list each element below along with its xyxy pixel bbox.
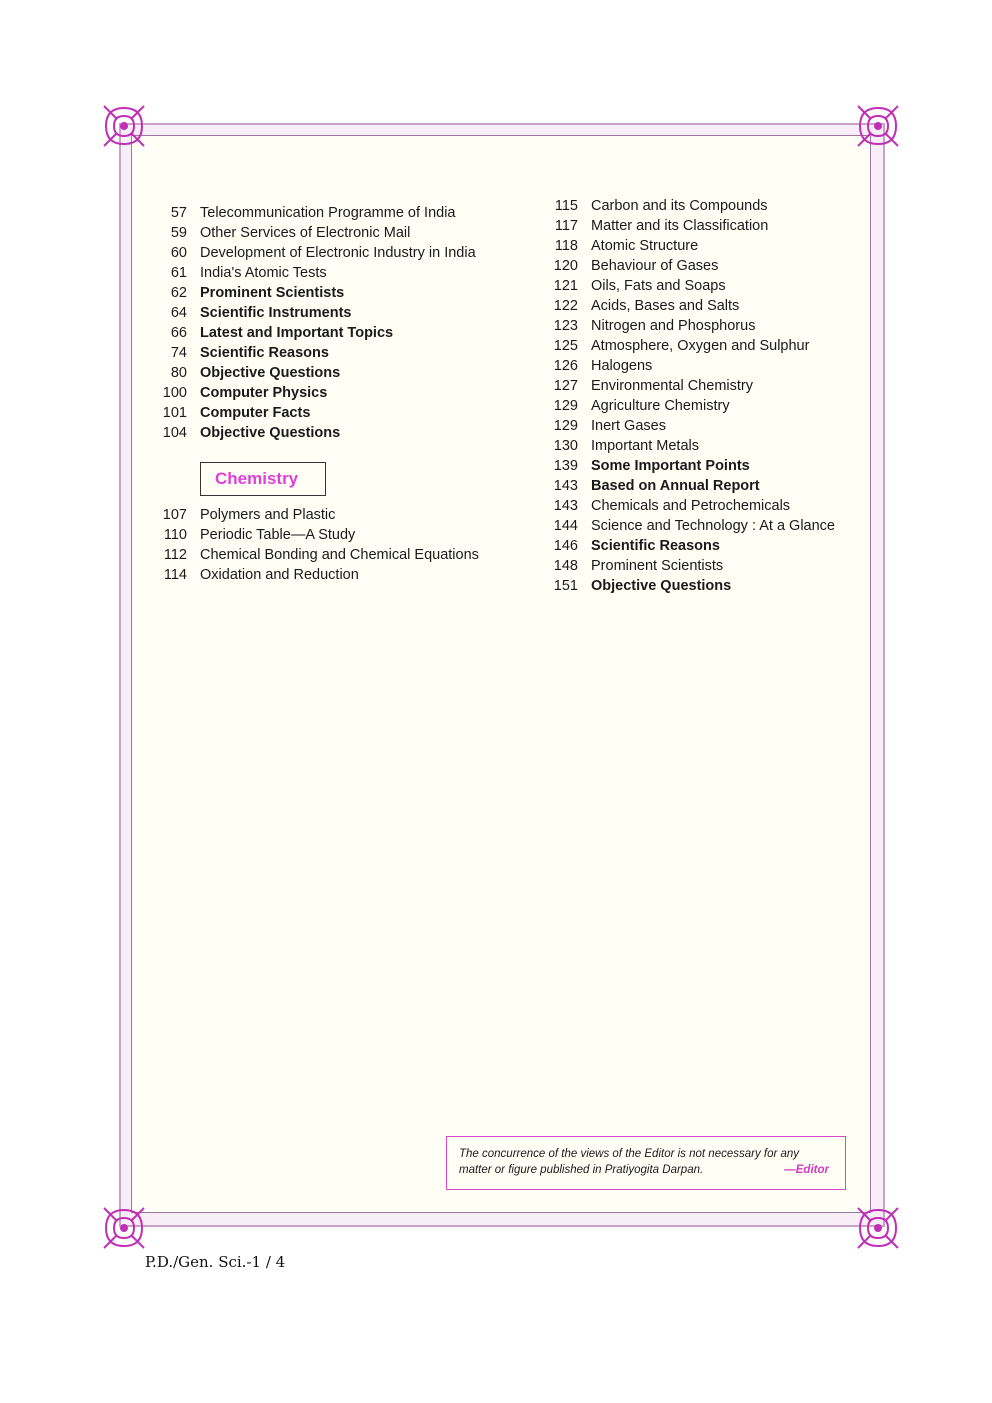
toc-page-number: 115 <box>554 198 578 214</box>
toc-title: Some Important Points <box>591 458 750 474</box>
toc-title: Oils, Fats and Soaps <box>591 278 726 294</box>
toc-entry <box>553 356 653 376</box>
toc-entry <box>162 565 359 585</box>
toc-list-left-a <box>162 203 476 443</box>
disclaimer-line-2 <box>459 1162 833 1178</box>
toc-title: Prominent Scientists <box>591 558 724 574</box>
toc-title: Acids, Bases and Salts <box>591 298 740 314</box>
toc-page-number: 74 <box>170 345 187 361</box>
toc-page-number: 151 <box>553 578 578 594</box>
toc-title: Inert Gases <box>591 418 666 434</box>
toc-page-number: 139 <box>553 458 578 474</box>
toc-entry <box>162 403 311 423</box>
toc-page-number: 112 <box>163 547 187 563</box>
toc-page-number: 80 <box>170 365 187 381</box>
toc-entry <box>553 416 666 436</box>
toc-page-number: 143 <box>553 478 578 494</box>
toc-entry <box>553 476 760 496</box>
toc-title: Polymers and Plastic <box>200 507 336 523</box>
toc-page-number: 125 <box>553 338 578 354</box>
toc-entry <box>553 316 756 336</box>
page-footer: P.D./Gen. Sci.-1 / 4 <box>145 1253 286 1271</box>
toc-entry <box>553 256 719 276</box>
toc-entry <box>553 236 699 256</box>
toc-page-number: 62 <box>170 285 187 301</box>
toc-title: Other Services of Electronic Mail <box>200 225 411 241</box>
toc-page-number: 122 <box>553 298 578 314</box>
toc-title: Computer Facts <box>200 405 311 421</box>
toc-page-number: 61 <box>170 265 187 281</box>
toc-page-number: 118 <box>554 238 578 254</box>
toc-page-number: 66 <box>170 325 187 341</box>
toc-page-number: 129 <box>553 398 578 414</box>
toc-entry <box>553 296 740 316</box>
toc-title: Atmosphere, Oxygen and Sulphur <box>591 338 810 354</box>
toc-title: Periodic Table—A Study <box>200 527 356 543</box>
toc-title: Science and Technology : At a Glance <box>591 518 835 534</box>
toc-entry <box>162 263 327 283</box>
toc-title: Scientific Reasons <box>591 538 720 554</box>
toc-entry <box>553 536 720 556</box>
editor-disclaimer <box>446 1136 846 1190</box>
toc-entry <box>553 436 699 456</box>
toc-title: Matter and its Classification <box>591 218 769 234</box>
toc-title: Important Metals <box>591 438 699 454</box>
corner-ornament-icon <box>102 1206 146 1250</box>
toc-entry <box>162 323 394 343</box>
corner-ornament-icon <box>856 104 900 148</box>
toc-entry <box>162 283 345 303</box>
toc-title: Objective Questions <box>200 425 341 441</box>
toc-entry <box>553 376 753 396</box>
toc-entry <box>553 496 791 516</box>
toc-title: Scientific Instruments <box>200 305 352 321</box>
toc-page-number: 121 <box>553 278 578 294</box>
toc-page-number: 60 <box>170 245 187 261</box>
toc-title: Chemicals and Petrochemicals <box>591 498 791 514</box>
toc-page-number: 57 <box>170 205 187 221</box>
toc-page-number: 146 <box>553 538 578 554</box>
toc-entry <box>162 505 336 525</box>
toc-title: Nitrogen and Phosphorus <box>591 318 756 334</box>
toc-title: Chemical Bonding and Chemical Equations <box>200 547 479 563</box>
corner-ornament-icon <box>102 104 146 148</box>
toc-entry <box>553 456 750 476</box>
toc-entry <box>162 525 356 545</box>
toc-page-number: 100 <box>162 385 187 401</box>
toc-title: India's Atomic Tests <box>200 265 327 281</box>
toc-entry <box>162 423 341 443</box>
toc-title: Based on Annual Report <box>591 478 760 494</box>
toc-title: Atomic Structure <box>591 238 699 254</box>
toc-title: Prominent Scientists <box>200 285 345 301</box>
toc-page-number: 107 <box>162 507 187 523</box>
toc-entry <box>162 243 476 263</box>
toc-page-number: 59 <box>170 225 187 241</box>
toc-list-left-b <box>162 505 479 585</box>
toc-page-number: 104 <box>162 425 187 441</box>
toc-page-number: 101 <box>162 405 187 421</box>
toc-entry <box>162 363 341 383</box>
toc-entry <box>553 196 768 216</box>
toc-entry <box>553 396 730 416</box>
toc-entry <box>553 556 724 576</box>
toc-page-number: 129 <box>553 418 578 434</box>
disclaimer-line-2-text: matter or figure published in Pratiyogita Darpan. <box>459 1164 704 1176</box>
toc-entry <box>162 545 479 565</box>
toc-entry <box>162 343 329 363</box>
toc-page-number: 143 <box>553 498 578 514</box>
toc-page-number: 117 <box>554 218 578 234</box>
toc-title: Computer Physics <box>200 385 328 401</box>
toc-entry <box>162 303 352 323</box>
toc-entry <box>162 203 456 223</box>
toc-entry <box>162 223 411 243</box>
toc-page-number: 114 <box>163 567 187 583</box>
disclaimer-line-1: The concurrence of the views of the Editor is not necessary for any <box>459 1148 800 1160</box>
toc-entry <box>162 383 328 403</box>
toc-page-number: 110 <box>163 527 187 543</box>
toc-page-number: 126 <box>553 358 578 374</box>
toc-page-number: 120 <box>553 258 578 274</box>
toc-page-number: 64 <box>170 305 187 321</box>
toc-page-number: 148 <box>553 558 578 574</box>
toc-page-number: 144 <box>553 518 578 534</box>
corner-ornament-icon <box>856 1206 900 1250</box>
toc-page-number: 130 <box>553 438 578 454</box>
toc-title: Objective Questions <box>591 578 732 594</box>
toc-title: Carbon and its Compounds <box>591 198 768 214</box>
toc-title: Behaviour of Gases <box>591 258 719 274</box>
toc-title: Oxidation and Reduction <box>200 567 359 583</box>
toc-entry <box>553 276 726 296</box>
editor-signature: —Editor <box>784 1164 829 1176</box>
toc-entry <box>553 576 732 596</box>
section-heading-chemistry: Chemistry <box>200 462 326 496</box>
toc-entry <box>553 516 835 536</box>
toc-entry <box>553 216 769 236</box>
toc-page-number: 127 <box>553 378 578 394</box>
toc-title: Halogens <box>591 358 653 374</box>
toc-title: Latest and Important Topics <box>200 325 394 341</box>
toc-entry <box>553 336 810 356</box>
toc-title: Objective Questions <box>200 365 341 381</box>
toc-page-number: 123 <box>553 318 578 334</box>
toc-list-right <box>553 196 835 596</box>
toc-title: Agriculture Chemistry <box>591 398 730 414</box>
toc-title: Telecommunication Programme of India <box>200 205 456 221</box>
toc-title: Environmental Chemistry <box>591 378 753 394</box>
toc-title: Development of Electronic Industry in India <box>200 245 476 261</box>
toc-title: Scientific Reasons <box>200 345 329 361</box>
